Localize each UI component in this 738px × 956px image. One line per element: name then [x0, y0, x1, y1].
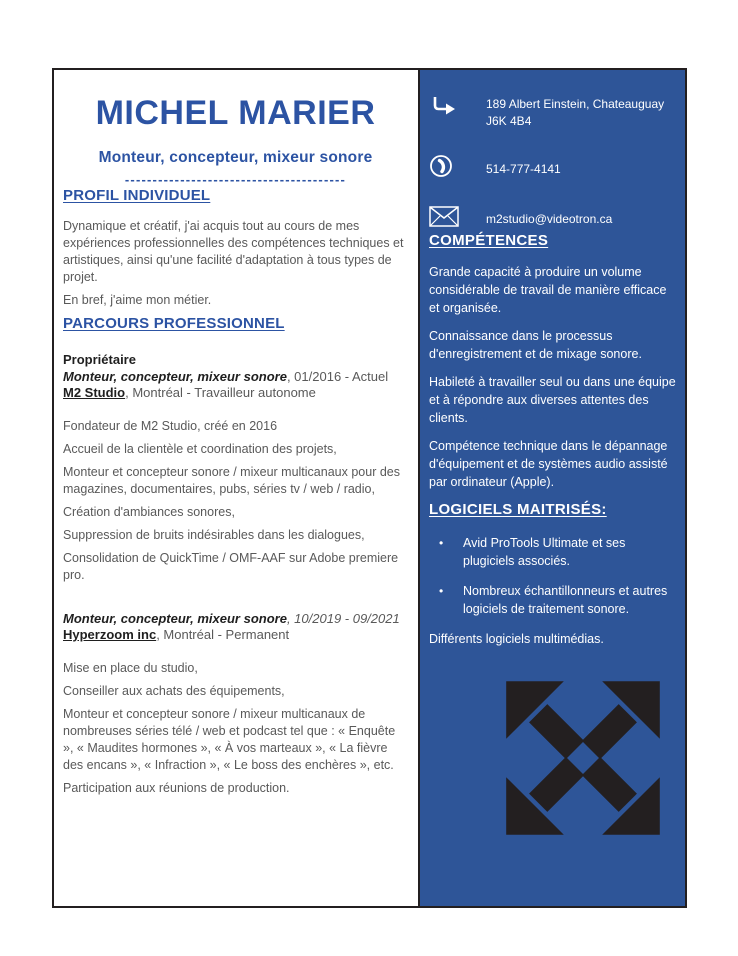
- job-company: Hyperzoom inc: [63, 627, 157, 642]
- skill-paragraph: Habileté à travailler seul ou dans une équipe et à répondre aux diverses attentes des clients.: [429, 375, 676, 425]
- software-list-item: [429, 534, 679, 570]
- section-heading-profile: PROFIL INDIVIDUEL: [63, 187, 211, 204]
- bullet-icon: •: [439, 536, 444, 550]
- contact-email-row: [429, 205, 679, 232]
- job-duty: Monteur et concepteur sonore / mixeur multicanaux pour des magazines, documentaires, pubs, séries tv / web / radio,: [63, 464, 400, 496]
- job-dates: , 01/2016 - Actuel: [286, 368, 389, 384]
- job-duty: Participation aux réunions de production.: [63, 780, 290, 795]
- job-dates: , 10/2019 - 09/2021: [286, 610, 400, 626]
- skill-paragraph: Grande capacité à produire un volume considérable de travail de manière efficace et organisée.: [429, 265, 667, 315]
- contact-phone: 514-777-4141: [486, 161, 561, 176]
- divider-dashes: ----------------------------------------: [124, 172, 347, 187]
- software-footer-text: Différents logiciels multimédias.: [429, 632, 604, 646]
- job-duty: Consolidation de QuickTime / OMF-AAF sur Adobe premiere pro.: [63, 550, 399, 582]
- section-heading-skills: COMPÉTENCES: [429, 232, 549, 249]
- bullet-icon: •: [439, 584, 444, 598]
- resume-page: [52, 68, 687, 908]
- job-location: , Montréal - Travailleur autonome: [125, 385, 316, 400]
- expand-arrows-graphic: [429, 678, 679, 838]
- software-list: [429, 534, 679, 618]
- contact-address: [486, 94, 664, 129]
- left-column: [54, 70, 418, 906]
- job-duties: [63, 418, 408, 584]
- person-name: MICHEL MARIER: [95, 94, 376, 132]
- job-location: , Montréal - Permanent: [156, 627, 290, 642]
- software-list-item: [429, 582, 679, 618]
- phone-icon: [429, 153, 461, 183]
- job-duty: Mise en place du studio,: [63, 660, 198, 675]
- contact-phone-row: [429, 153, 679, 183]
- job-duty: Accueil de la clientèle et coordination des projets,: [63, 441, 337, 456]
- software-item-text: Avid ProTools Ultimate et ses plugiciels associés.: [463, 536, 626, 568]
- person-job-title: Monteur, concepteur, mixeur sonore: [98, 149, 373, 166]
- profile-paragraph: En bref, j'aime mon métier.: [63, 293, 212, 307]
- job-duties: [63, 660, 408, 797]
- software-item-text: Nombreux échantillonneurs et autres logiciels de traitement sonore.: [463, 584, 668, 616]
- section-heading-software: LOGICIELS MAITRISÉS:: [429, 501, 607, 518]
- contact-email: m2studio@videotron.ca: [486, 212, 613, 227]
- job-entry: [63, 352, 408, 584]
- contact-address-row: [429, 94, 679, 129]
- job-title: Monteur, concepteur, mixeur sonore: [63, 610, 287, 626]
- right-panel: [418, 70, 685, 906]
- job-header: [63, 611, 408, 644]
- job-duty: Conseiller aux achats des équipements,: [63, 683, 285, 698]
- address-line-1: 189 Albert Einstein, Chateauguay: [486, 97, 665, 111]
- job-entry: [63, 611, 408, 797]
- skill-paragraph: Connaissance dans le processus d'enregistrement et de mixage sonore.: [429, 329, 642, 361]
- skill-paragraph: Compétence technique dans le dépannage d'équipement et de systèmes audio assisté par ordinateur (Apple).: [429, 439, 668, 489]
- profile-paragraph: Dynamique et créatif, j'ai acquis tout au cours de mes expériences professionnelles des compétences techniques et artistiques, ainsi qu'une facilité d'adaptation à tous types de projet.: [63, 219, 404, 284]
- turn-arrow-icon: [429, 94, 461, 122]
- job-header: [63, 352, 408, 402]
- job-duty: Création d'ambiances sonores,: [63, 504, 235, 519]
- job-title: Monteur, concepteur, mixeur sonore: [63, 368, 287, 384]
- job-duty: Fondateur de M2 Studio, créé en 2016: [63, 418, 278, 433]
- job-duty: Monteur et concepteur sonore / mixeur multicanaux de nombreuses séries télé / web et podcast tel que : « Enquête », « Maudites hormones », « À vos marteaux », « La fièvre des encans », « Infraction », « Le boss des enchères », etc.: [63, 706, 396, 772]
- job-role: Propriétaire: [63, 352, 136, 367]
- section-heading-experience: PARCOURS PROFESSIONNEL: [63, 315, 285, 332]
- job-duty: Suppression de bruits indésirables dans les dialogues,: [63, 527, 365, 542]
- job-company: M2 Studio: [63, 385, 126, 400]
- address-line-2: J6K 4B4: [486, 113, 532, 128]
- envelope-icon: [429, 205, 461, 232]
